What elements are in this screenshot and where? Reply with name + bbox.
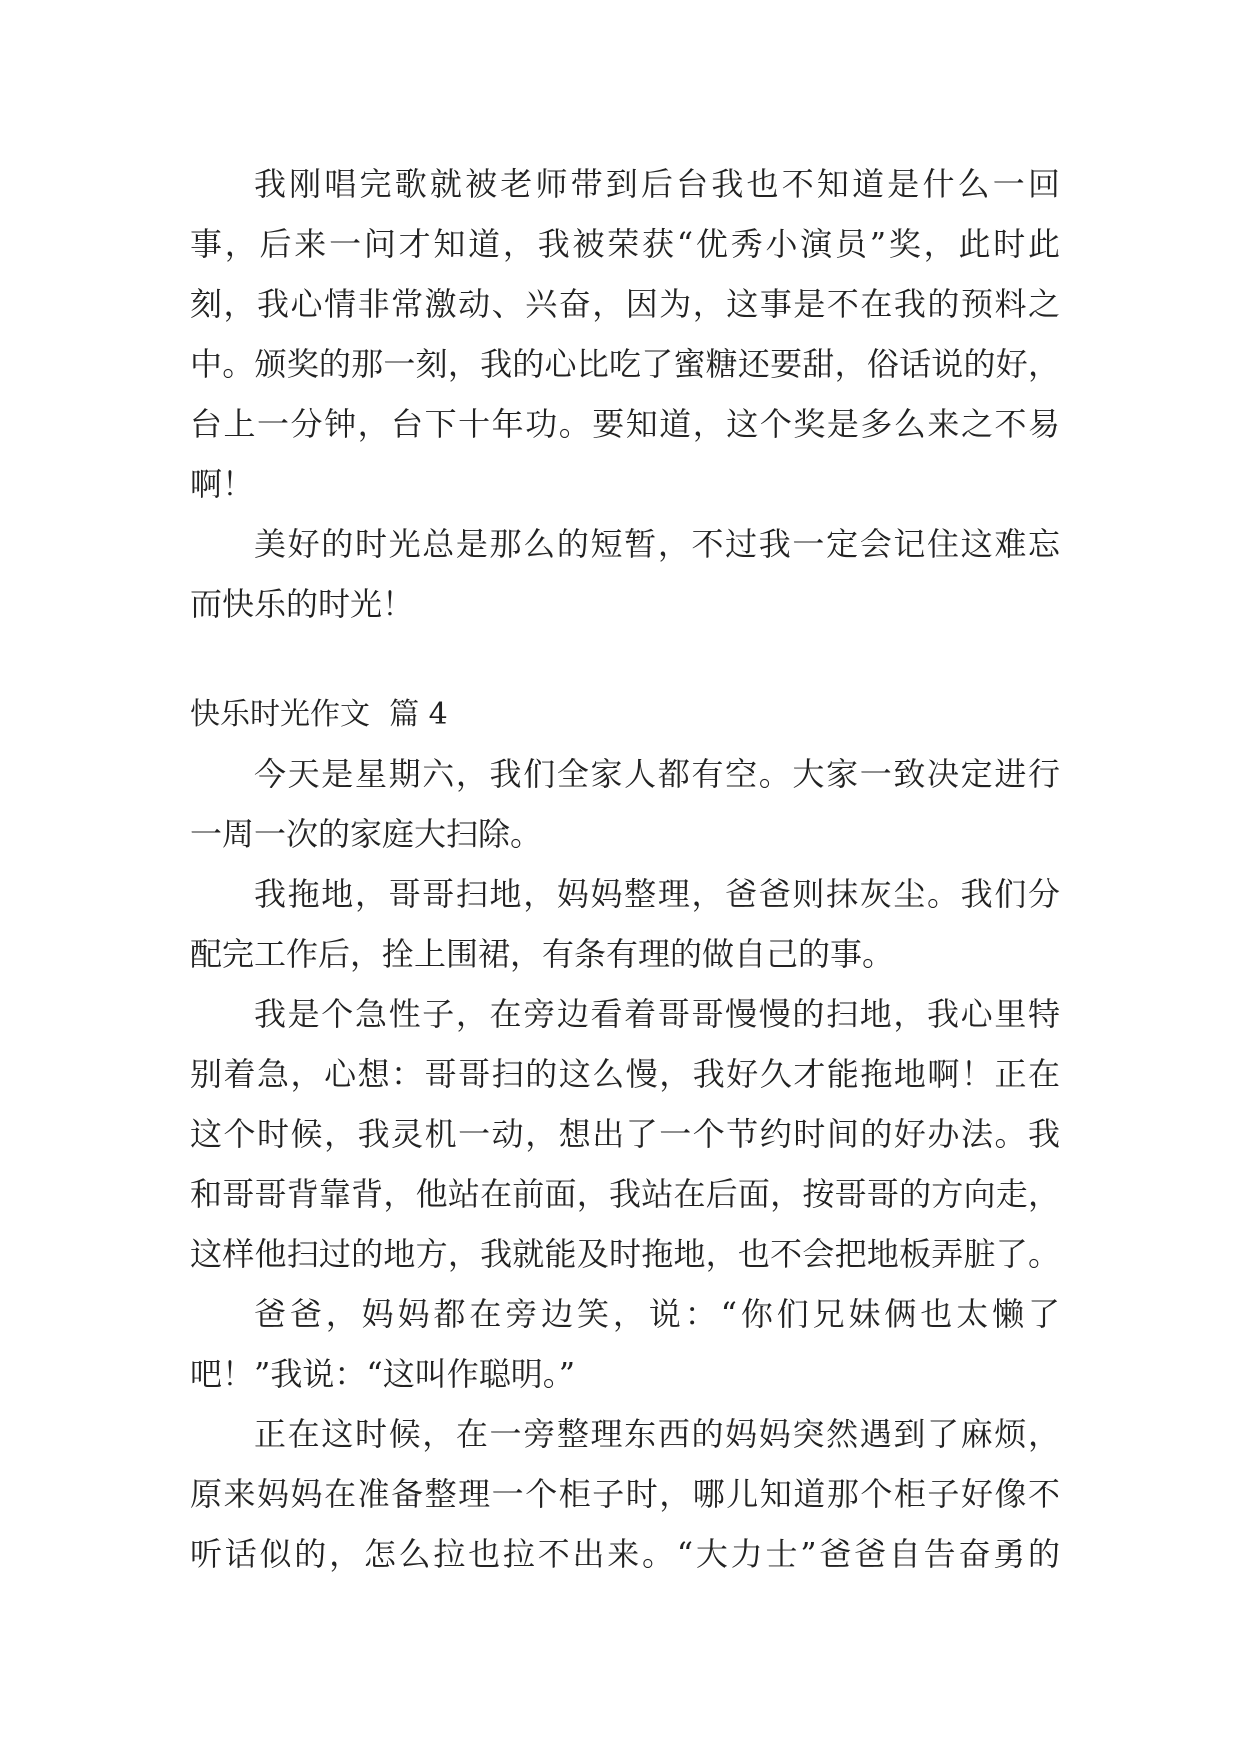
paragraph-2-line-1: 美好的时光总是那么的短暂，不过我一定会记住这难忘 [254, 525, 1060, 563]
section-heading: 快乐时光作文 篇 4 [190, 697, 448, 732]
paragraph-7-line-2: 原来妈妈在准备整理一个柜子时，哪儿知道那个柜子好像不 [190, 1475, 1060, 1513]
paragraph-3-line-2: 一周一次的家庭大扫除。 [190, 815, 543, 853]
paragraph-6-line-2: 吧！”我说：“这叫作聪明。” [190, 1355, 576, 1393]
paragraph-4-line-1: 我拖地，哥哥扫地，妈妈整理，爸爸则抹灰尘。我们分 [254, 875, 1060, 913]
paragraph-5-line-3: 这个时候，我灵机一动，想出了一个节约时间的好办法。我 [190, 1115, 1060, 1153]
paragraph-5-line-5: 这样他扫过的地方，我就能及时拖地，也不会把地板弄脏了。 [190, 1235, 1060, 1273]
paragraph-5-line-2: 别着急，心想：哥哥扫的这么慢，我好久才能拖地啊！正在 [190, 1055, 1060, 1093]
paragraph-7-line-1: 正在这时候，在一旁整理东西的妈妈突然遇到了麻烦， [254, 1415, 1060, 1453]
paragraph-5-line-1: 我是个急性子，在旁边看着哥哥慢慢的扫地，我心里特 [254, 995, 1060, 1033]
paragraph-3-line-1: 今天是星期六，我们全家人都有空。大家一致决定进行 [254, 755, 1060, 793]
paragraph-1-line-2: 事，后来一问才知道，我被荣获“优秀小演员”奖，此时此 [190, 225, 1060, 263]
paragraph-1-line-4: 中。颁奖的那一刻，我的心比吃了蜜糖还要甜，俗话说的好， [190, 345, 1060, 383]
paragraph-5-line-4: 和哥哥背靠背，他站在前面，我站在后面，按哥哥的方向走， [190, 1175, 1060, 1213]
paragraph-1-line-5: 台上一分钟，台下十年功。要知道，这个奖是多么来之不易 [190, 405, 1060, 443]
paragraph-1-line-1: 我刚唱完歌就被老师带到后台我也不知道是什么一回 [254, 165, 1060, 203]
paragraph-2-line-2: 而快乐的时光！ [190, 585, 415, 623]
paragraph-1-line-6: 啊！ [190, 465, 255, 503]
paragraph-6-line-1: 爸爸，妈妈都在旁边笑，说：“你们兄妹俩也太懒了 [254, 1295, 1060, 1333]
paragraph-1-line-3: 刻，我心情非常激动、兴奋，因为，这事是不在我的预料之 [190, 285, 1060, 323]
paragraph-7-line-3: 听话似的，怎么拉也拉不出来。“大力士”爸爸自告奋勇的 [190, 1535, 1060, 1573]
paragraph-4-line-2: 配完工作后，拴上围裙，有条有理的做自己的事。 [190, 935, 895, 973]
